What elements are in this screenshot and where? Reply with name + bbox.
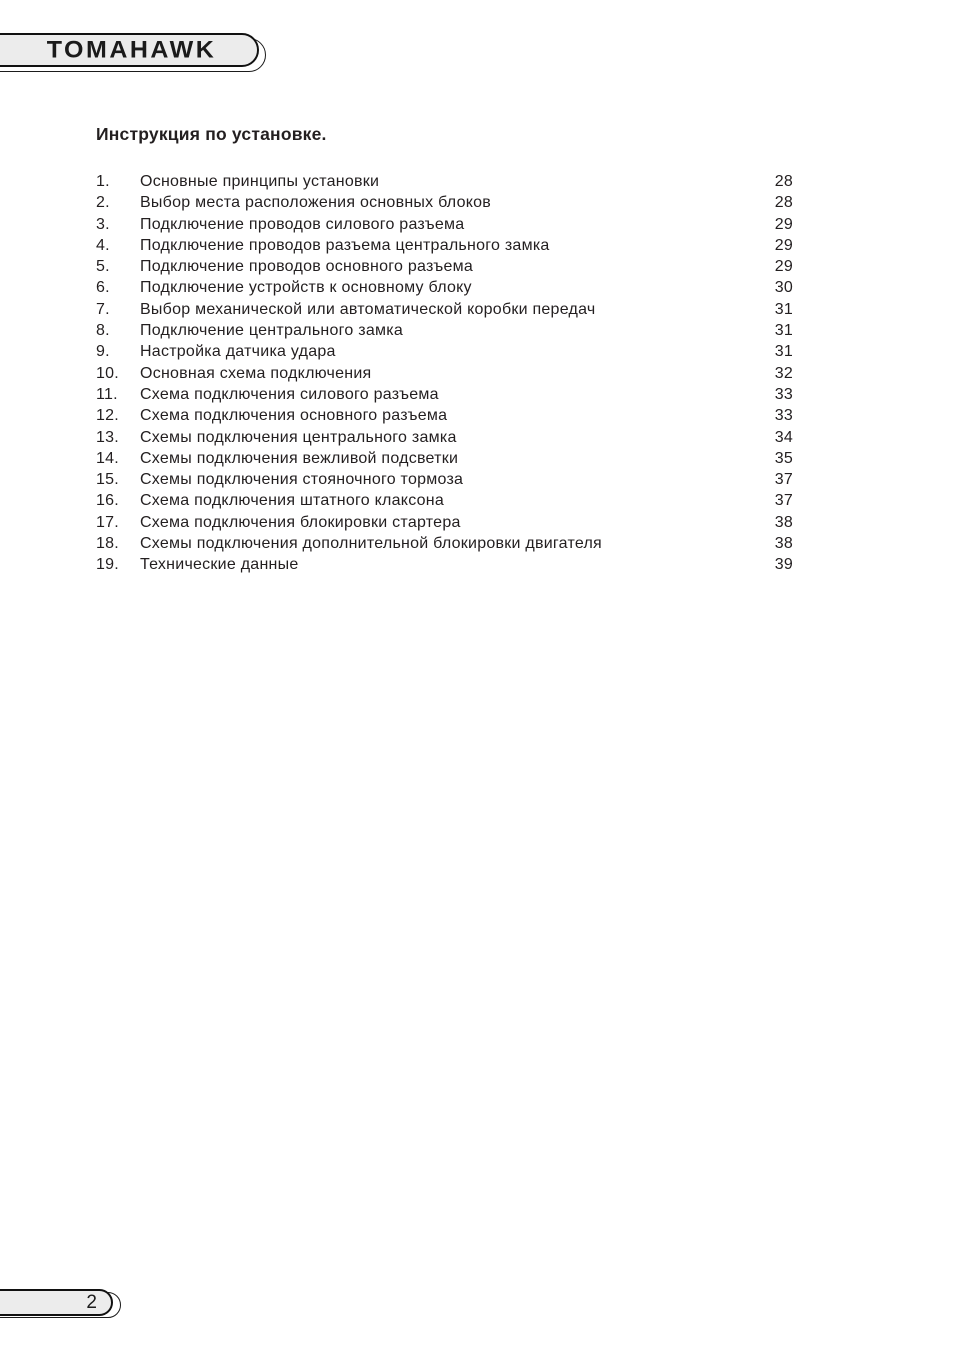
toc-entry <box>96 341 793 362</box>
toc-entry-page: 31 <box>774 300 793 318</box>
toc-entry-label: Схема подключения блокировки стартера <box>140 513 461 531</box>
toc-entry-page: 33 <box>774 385 793 403</box>
toc-entry-label: Схемы подключения вежливой подсветки <box>140 449 459 467</box>
toc-title: Инструкция по установке. <box>96 124 327 144</box>
toc-entry-label: Настройка датчика удара <box>140 343 336 361</box>
toc-entry-label: Подключение проводов основного разъема <box>140 258 473 276</box>
toc-entry-number: 13. <box>96 428 119 446</box>
toc-entry <box>96 554 793 575</box>
toc-entry-number: 15. <box>96 471 119 489</box>
toc-entry-page: 37 <box>774 471 793 489</box>
toc-entry-label: Выбор места расположения основных блоков <box>140 194 492 212</box>
toc-entry-page: 35 <box>774 449 793 467</box>
toc-entry <box>96 214 793 235</box>
toc-entry-label: Схемы подключения стояночного тормоза <box>140 471 464 489</box>
toc-entry-page: 31 <box>774 343 793 361</box>
toc-entry-number: 12. <box>96 407 119 425</box>
toc-entry <box>96 277 793 298</box>
toc-entry-label: Схема подключения силового разъема <box>140 385 439 403</box>
toc-entry-number: 16. <box>96 492 119 510</box>
toc-entry-number: 11. <box>96 385 118 403</box>
toc-entry-number: 9. <box>96 343 110 361</box>
toc-entry <box>96 235 793 256</box>
toc-entry-number: 7. <box>96 300 110 318</box>
toc-entry-number: 6. <box>96 279 110 297</box>
toc-entry-label: Основные принципы установки <box>140 173 380 190</box>
toc-entry-number: 5. <box>96 258 110 276</box>
toc-entry <box>96 448 793 469</box>
toc-entry-number: 8. <box>96 322 110 340</box>
toc-entry-number: 4. <box>96 236 110 254</box>
toc-entry-label: Схемы подключения центрального замка <box>140 428 457 446</box>
toc-entry-label: Подключение устройств к основному блоку <box>140 279 472 297</box>
toc-entry-label: Схема подключения штатного клаксона <box>140 492 445 510</box>
brand-pill <box>0 33 259 67</box>
toc-entry-page: 31 <box>774 322 793 340</box>
toc-entry <box>96 427 793 448</box>
toc-entry-page: 39 <box>774 556 793 574</box>
toc-entry-page: 38 <box>774 535 793 553</box>
toc-entry <box>96 171 793 192</box>
toc-entry <box>96 405 793 426</box>
toc-entry-label: Подключение центрального замка <box>140 322 403 340</box>
toc-entry-page: 28 <box>774 194 793 212</box>
toc-entry <box>96 256 793 277</box>
toc-entry-page: 33 <box>774 407 793 425</box>
toc-entry-page: 29 <box>774 258 793 276</box>
toc-entry-label: Схемы подключения дополнительной блокировки двигателя <box>140 535 602 553</box>
toc-entry <box>96 299 793 320</box>
toc-entry <box>96 469 793 490</box>
toc-entry-page: 29 <box>774 236 793 254</box>
toc-entry-number: 10. <box>96 364 119 382</box>
toc-entry-label: Подключение проводов разъема центрального замка <box>140 236 550 254</box>
toc-entry-number: 19. <box>96 556 119 574</box>
toc-entry-number: 1. <box>96 173 110 190</box>
page-number: 2 <box>86 1291 97 1313</box>
toc-entry <box>96 192 793 213</box>
toc-entry-page: 28 <box>774 173 793 190</box>
toc-entry <box>96 363 793 384</box>
toc-entry-number: 18. <box>96 535 119 553</box>
toc-entry-label: Технические данные <box>140 556 299 574</box>
toc-entry-page: 34 <box>774 428 793 446</box>
toc-entry-label: Схема подключения основного разъема <box>140 407 448 425</box>
toc-entry <box>96 533 793 554</box>
toc-entry-page: 32 <box>774 364 793 382</box>
toc-entry <box>96 512 793 533</box>
toc-entry-number: 14. <box>96 449 119 467</box>
toc-entry-number: 2. <box>96 194 110 212</box>
toc-entry <box>96 490 793 511</box>
toc-entry-label: Основная схема подключения <box>140 364 372 382</box>
toc-entry-label: Подключение проводов силового разъема <box>140 215 465 233</box>
brand-logo: TOMAHAWK <box>46 36 217 63</box>
toc-entry <box>96 320 793 341</box>
toc-entry <box>96 384 793 405</box>
toc-entry-page: 30 <box>774 279 793 297</box>
toc-entry-page: 29 <box>774 215 793 233</box>
toc-entry-page: 37 <box>774 492 793 510</box>
toc-entry-page: 38 <box>774 513 793 531</box>
page-pill <box>0 1289 113 1316</box>
toc-entry-label: Выбор механической или автоматической коробки передач <box>140 300 596 318</box>
toc-list <box>96 171 793 576</box>
toc-entry-number: 3. <box>96 215 110 233</box>
toc-entry-number: 17. <box>96 513 119 531</box>
